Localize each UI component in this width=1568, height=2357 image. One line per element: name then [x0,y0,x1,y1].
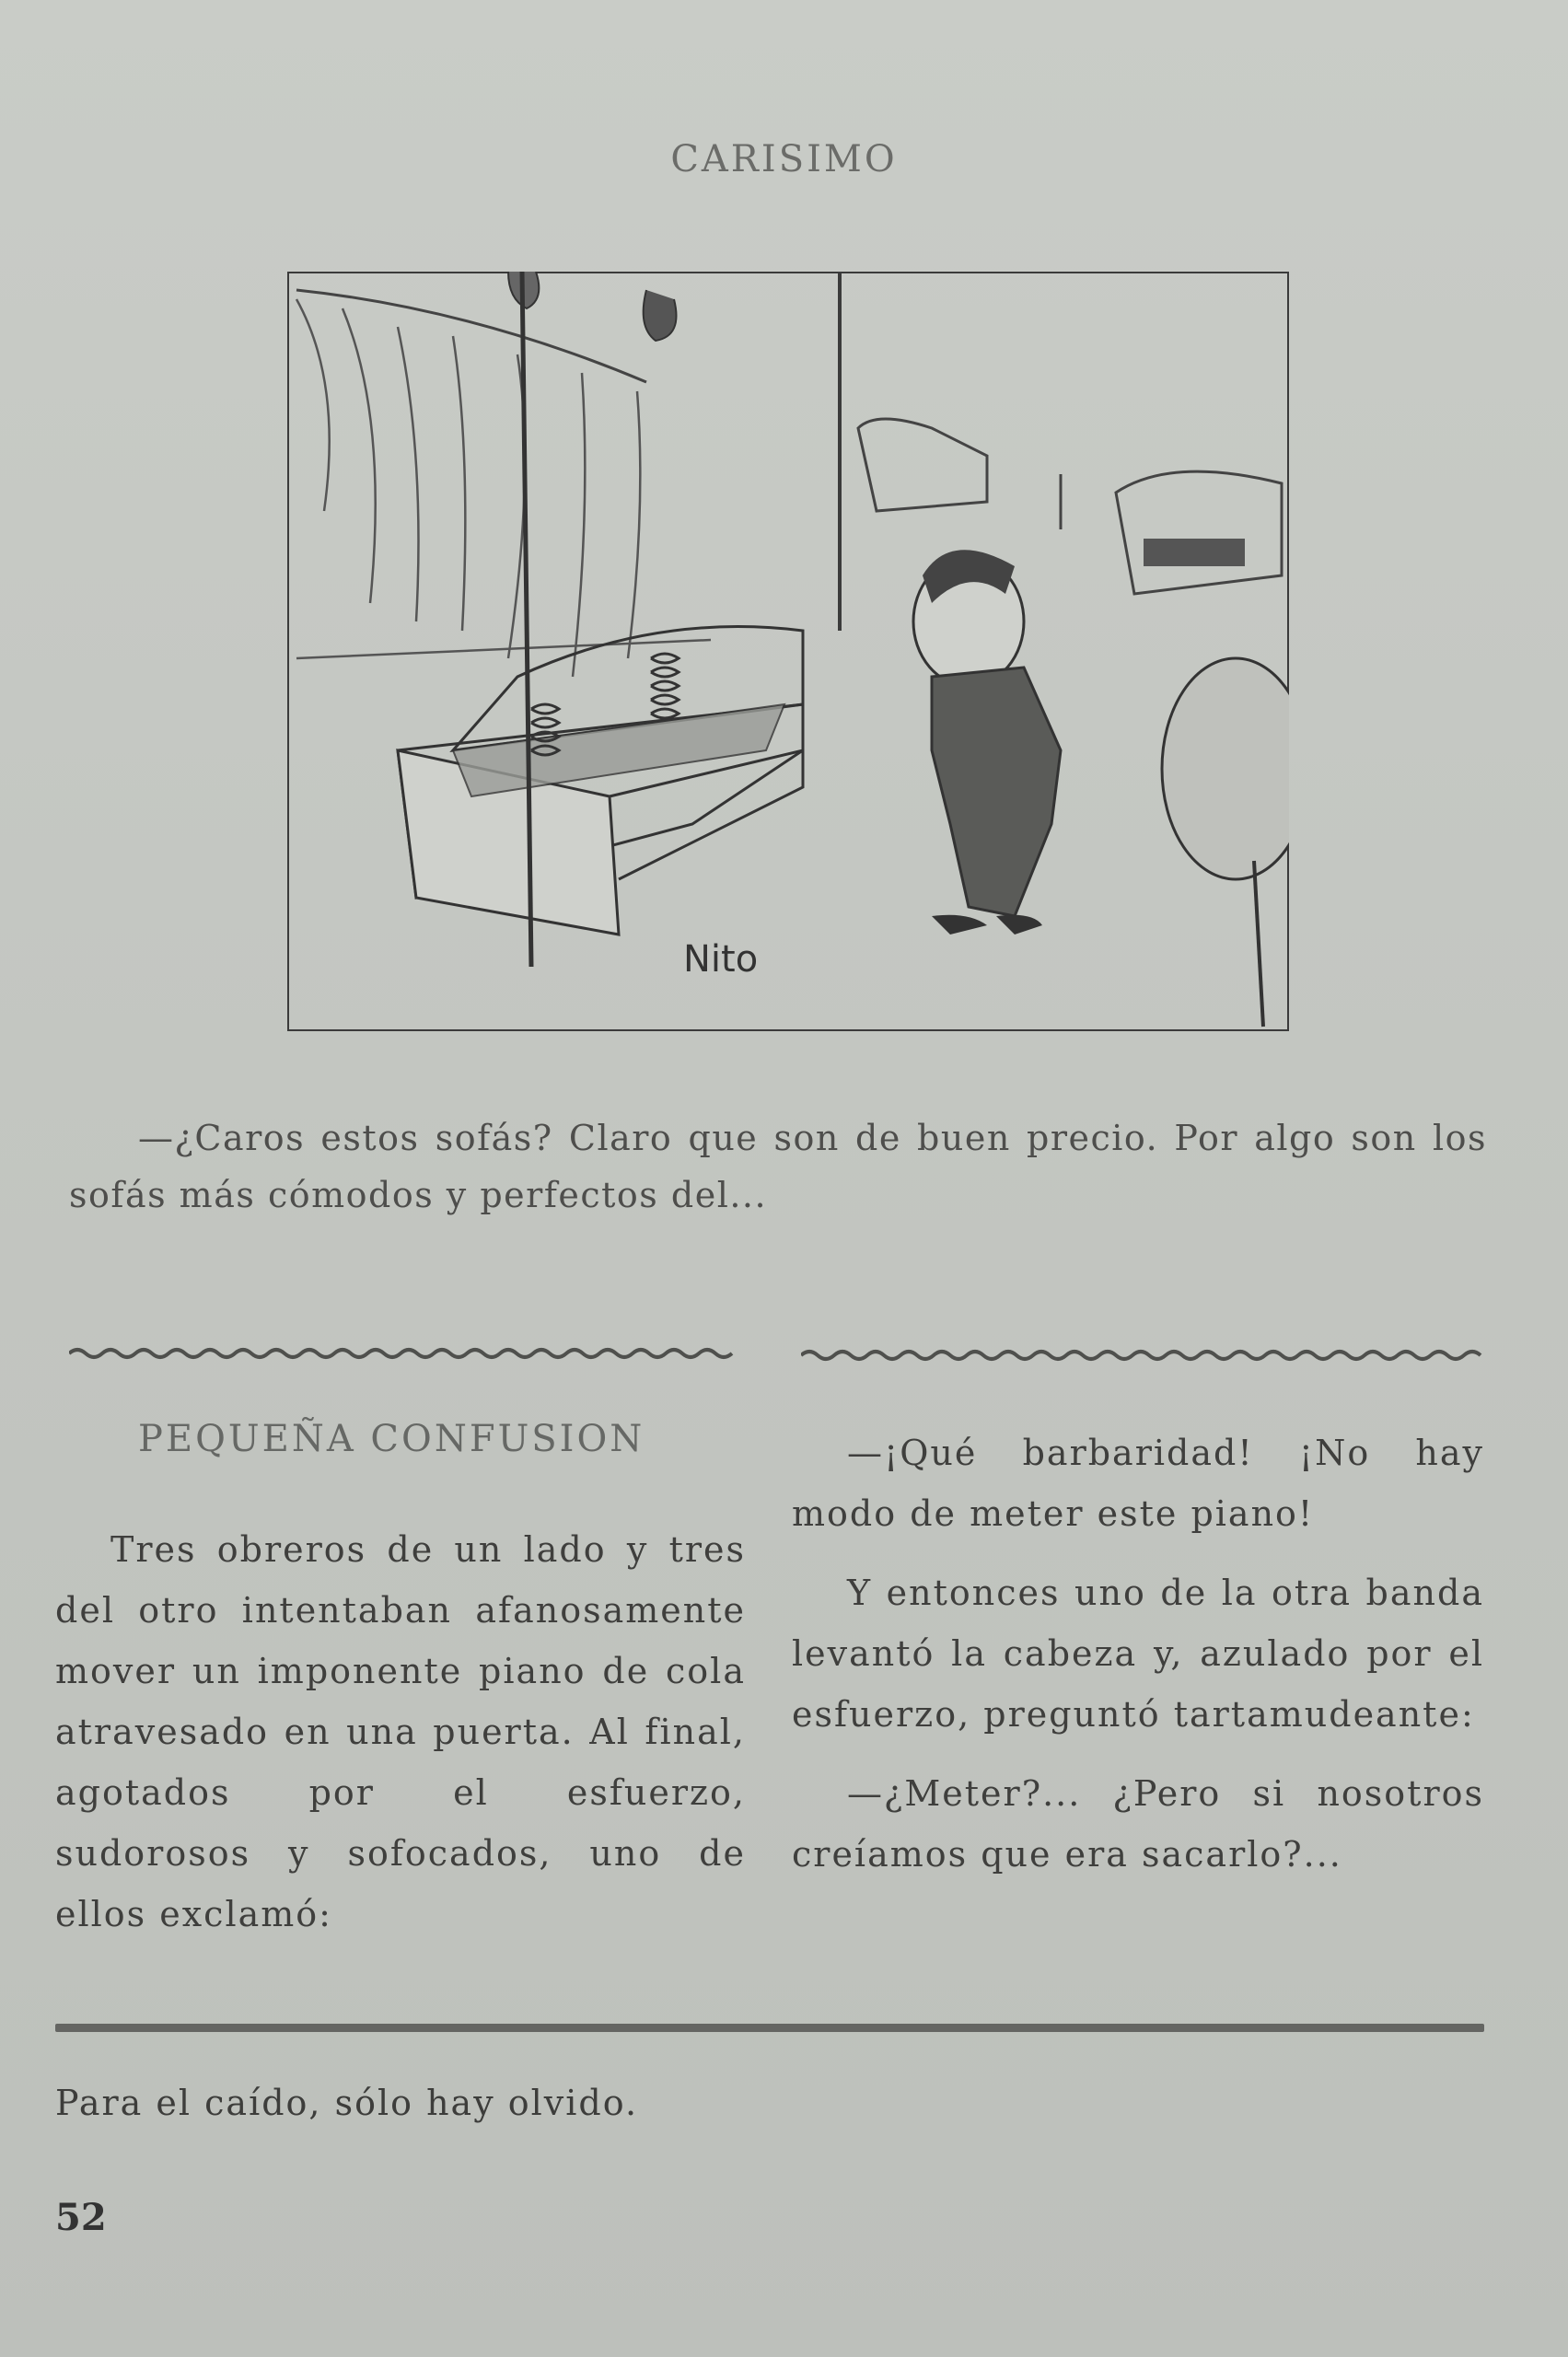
right-paragraph-3: —¿Meter?... ¿Pero si nosotros creíamos que era sacarlo?... [792,1773,1484,1875]
right-paragraph-1: —¡Qué barbaridad! ¡No hay modo de meter este piano! [792,1433,1484,1534]
cartoon-illustration [287,272,1289,1031]
proverb: Para el caído, sólo hay olvido. [55,2083,639,2123]
section-divider [55,2024,1484,2032]
artist-signature: Nito [683,938,759,981]
cartoon-caption: —¿Caros estos sofás? Claro que son de buen precio. Por algo son los sofás más cómodos y perfectos del... [69,1118,1487,1215]
page-number: 52 [55,2196,107,2239]
right-column [792,1422,1484,1885]
right-paragraph-2: Y entonces uno de la otra banda levantó la cabeza y, azulado por el esfuerzo, preguntó tartamudeante: [792,1573,1484,1735]
left-paragraph: Tres obreros de un lado y tres del otro intentaban afanosamente mover un imponente piano de cola atravesado en una puerta. Al final, agotados por el esfuerzo, sudorosos y sofocados, uno de ellos exclamó: [55,1529,746,1934]
article-title: PEQUEÑA CONFUSION [138,1418,645,1460]
running-title: CARISIMO [670,138,898,180]
wavy-divider-left [69,1344,737,1363]
wavy-divider-right [801,1346,1482,1364]
left-column [55,1519,746,1945]
